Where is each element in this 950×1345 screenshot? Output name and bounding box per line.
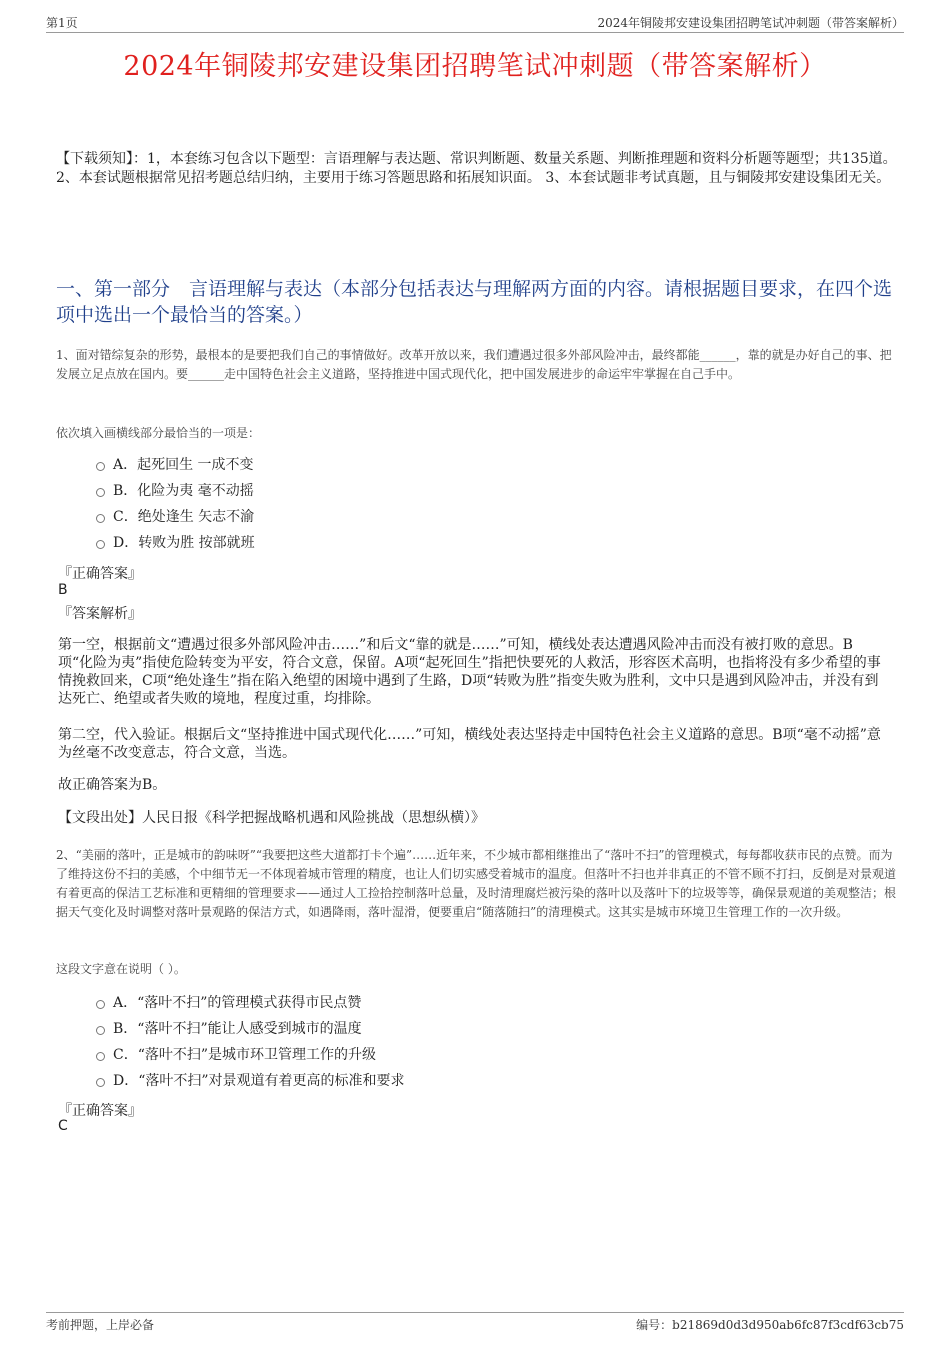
question-2-options <box>96 990 405 1094</box>
radio-icon[interactable] <box>96 514 105 523</box>
option-c[interactable] <box>96 1042 405 1068</box>
question-2-ask: 这段文字意在说明（ ）。 <box>56 962 186 976</box>
question-1-ask: 依次填入画横线部分最恰当的一项是： <box>56 426 261 440</box>
answer-label: 『正确答案』 <box>58 566 142 582</box>
document-title: 2024年铜陵邦安建设集团招聘笔试冲刺题（带答案解析） <box>123 51 827 82</box>
radio-icon[interactable] <box>96 540 105 549</box>
option-label: A．起死回生 一成不变 <box>113 457 254 473</box>
question-2-stem: 2、“美丽的落叶，正是城市的韵味呀”“我要把这些大道都打卡个遍”……近年来，不少城市都相继推出了“落叶不扫”的管理模式，每每都收获市民的点赞。而为了维持这份不扫的美感，个中细节无一不体现着城市管理的精度，也让人们切实感受着城市的温度。但落叶不扫也并非真正的不管不顾不打扫，反倒是对景观道有着更高的保洁工艺标准和更精细的管理要求——通过人工捡拾控制落叶总量，及时清理腐烂被污染的落叶以及落叶下的垃圾等等，确保景观道的美观整洁；根据天气变化及时调整对落叶景观路的保洁方式，如遇降雨，落叶湿滑，便要重启“随落随扫”的清理模式。这其实是城市环境卫生管理工作的一次升级。 <box>56 848 897 919</box>
analysis-label: 『答案解析』 <box>58 606 142 622</box>
footer-serial: 编号：b21869d0d3d950ab6fc87f3cdf63cb75 <box>636 1318 904 1332</box>
option-label: C．“落叶不扫”是城市环卫管理工作的升级 <box>113 1047 377 1063</box>
option-b[interactable] <box>96 478 255 504</box>
option-label: B．“落叶不扫”能让人感受到城市的温度 <box>113 1021 362 1037</box>
option-d[interactable] <box>96 1068 405 1094</box>
radio-icon[interactable] <box>96 1000 105 1009</box>
page-header <box>46 14 904 33</box>
section-title: 一、第一部分 言语理解与表达（本部分包括表达与理解两方面的内容。请根据题目要求，在四个选项中选出一个最恰当的答案。） <box>56 278 893 326</box>
header-doc-title: 2024年铜陵邦安建设集团招聘笔试冲刺题（带答案解析） <box>597 16 904 30</box>
answer-value: B <box>58 582 68 598</box>
radio-icon[interactable] <box>96 462 105 471</box>
option-label: A．“落叶不扫”的管理模式获得市民点赞 <box>113 995 362 1011</box>
footer-slogan: 考前押题，上岸必备 <box>46 1318 155 1332</box>
answer-value: C <box>58 1118 68 1134</box>
page-number: 第1页 <box>46 16 78 30</box>
option-label: C．绝处逢生 矢志不渝 <box>113 509 255 525</box>
option-a[interactable] <box>96 990 405 1016</box>
radio-icon[interactable] <box>96 1052 105 1061</box>
analysis-paragraph-2: 第二空，代入验证。根据后文“坚持推进中国式现代化……”可知，横线处表达坚持走中国特色社会主义道路的意思。B项“毫不动摇”意为丝毫不改变意志，符合文意，当选。 <box>58 727 881 761</box>
download-notice: 【下载须知】：1，本套练习包含以下题型：言语理解与表达题、常识判断题、数量关系题、判断推理题和资料分析题等题型；共135道。 2、本套试题根据常见招考题总结归纳，主要用于练习答题思路和拓展知识面。 3、本套试题非考试真题，且与铜陵邦安建设集团无关。 <box>56 151 897 186</box>
analysis-conclusion: 故正确答案为B。 <box>58 777 167 793</box>
option-b[interactable] <box>96 1016 405 1042</box>
question-1-options <box>96 452 255 556</box>
source-citation: 【文段出处】人民日报《科学把握战略机遇和风险挑战（思想纵横）》 <box>58 810 485 826</box>
question-1-stem: 1、面对错综复杂的形势，最根本的是要把我们自己的事情做好。改革开放以来，我们遭遇过很多外部风险冲击，最终都能______，靠的就是办好自己的事、把发展立足点放在国内。要______走中国特色社会主义道路，坚持推进中国式现代化，把中国发展进步的命运牢牢掌握在自己手中。 <box>56 348 892 381</box>
analysis-paragraph-1: 第一空，根据前文“遭遇过很多外部风险冲击……”和后文“靠的就是……”可知，横线处表达遭遇风险冲击而没有被打败的意思。B项“化险为夷”指使危险转变为平安，符合文意，保留。A项“起死回生”指把快要死的人救活，形容医术高明，也指将没有多少希望的事情挽救回来，C项“绝处逢生”指在陷入绝望的困境中遇到了生路，D项“转败为胜”指变失败为胜利，文中只是遇到风险冲击，并没有到达死亡、绝望或者失败的境地，程度过重，均排除。 <box>58 637 881 707</box>
radio-icon[interactable] <box>96 1078 105 1087</box>
radio-icon[interactable] <box>96 488 105 497</box>
radio-icon[interactable] <box>96 1026 105 1035</box>
answer-label: 『正确答案』 <box>58 1103 142 1119</box>
option-label: D．转败为胜 按部就班 <box>113 535 255 551</box>
page-footer <box>46 1312 904 1336</box>
option-c[interactable] <box>96 504 255 530</box>
option-a[interactable] <box>96 452 255 478</box>
option-label: D．“落叶不扫”对景观道有着更高的标准和要求 <box>113 1073 405 1089</box>
option-d[interactable] <box>96 530 255 556</box>
option-label: B．化险为夷 毫不动摇 <box>113 483 254 499</box>
